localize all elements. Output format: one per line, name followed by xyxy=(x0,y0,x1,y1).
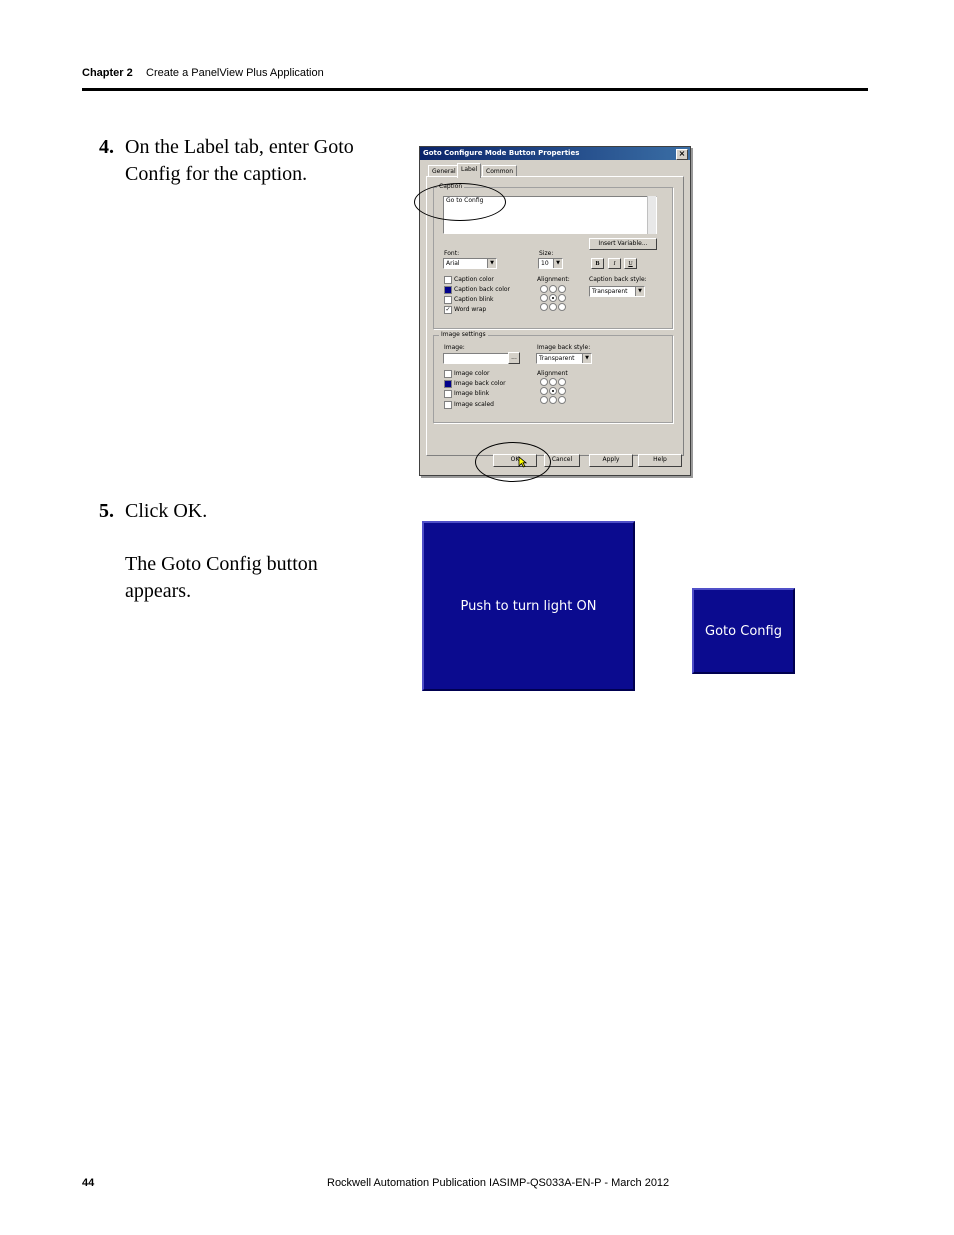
chapter-label: Chapter 2 xyxy=(82,67,133,79)
caption-back-color-label: Caption back color xyxy=(454,286,511,293)
image-align-radio[interactable] xyxy=(540,396,548,404)
page-number: 44 xyxy=(82,1177,95,1189)
close-icon[interactable]: × xyxy=(676,149,688,160)
step-5-result-1: The Goto Config button xyxy=(125,553,318,575)
caption-color-checkbox[interactable] xyxy=(444,276,452,284)
font-value: Arial xyxy=(446,260,460,267)
image-back-color-checkbox[interactable] xyxy=(444,380,452,388)
help-button[interactable]: Help xyxy=(638,454,682,467)
underline-button[interactable]: U xyxy=(624,258,637,269)
italic-button[interactable]: I xyxy=(608,258,621,269)
cancel-button[interactable]: Cancel xyxy=(544,454,580,467)
caption-group-label: Caption xyxy=(439,183,463,190)
align-radio[interactable] xyxy=(549,303,557,311)
ok-callout-oval xyxy=(475,442,551,482)
publication-footer: Rockwell Automation Publication IASIMP-QS033A-EN-P - March 2012 xyxy=(327,1177,670,1189)
push-light-label: Push to turn light ON xyxy=(460,598,597,614)
align-radio[interactable] xyxy=(558,294,566,302)
caption-back-style-select[interactable] xyxy=(589,286,645,297)
image-back-color-label: Image back color xyxy=(454,380,506,387)
word-wrap-label: Word wrap xyxy=(454,306,487,313)
caption-scrollbar[interactable] xyxy=(647,196,656,234)
image-align-radio[interactable] xyxy=(558,396,566,404)
image-align-radio[interactable] xyxy=(540,378,548,386)
image-align-radio-selected[interactable] xyxy=(549,387,557,395)
align-radio[interactable] xyxy=(540,294,548,302)
align-radio[interactable] xyxy=(540,303,548,311)
size-label: Size: xyxy=(539,250,554,257)
image-color-label: Image color xyxy=(454,370,490,377)
image-align-radio[interactable] xyxy=(549,396,557,404)
caption-back-style-label: Caption back style: xyxy=(589,276,647,283)
step-4-number: 4. xyxy=(99,136,114,158)
caption-blink-label: Caption blink xyxy=(454,296,494,303)
font-select[interactable] xyxy=(443,258,497,269)
step-5-number: 5. xyxy=(99,500,114,522)
word-wrap-checkbox[interactable]: ✓ xyxy=(445,306,451,313)
chevron-down-icon: ▼ xyxy=(635,287,644,296)
caption-textarea[interactable]: Go to Config xyxy=(443,196,657,234)
browse-button[interactable]: ... xyxy=(508,352,520,364)
tab-common[interactable]: Common xyxy=(482,165,517,177)
image-back-style-label: Image back style: xyxy=(537,344,591,351)
image-align-radio[interactable] xyxy=(549,378,557,386)
caption-back-style-value: Transparent xyxy=(592,288,628,295)
image-color-checkbox[interactable] xyxy=(444,370,452,378)
step-4-line-1: On the Label tab, enter Goto xyxy=(125,136,354,158)
font-label: Font: xyxy=(444,250,460,257)
chevron-down-icon: ▼ xyxy=(553,259,562,268)
caption-alignment-label: Alignment: xyxy=(537,276,570,283)
image-align-radio[interactable] xyxy=(558,378,566,386)
caption-color-label: Caption color xyxy=(454,276,494,283)
caption-blink-checkbox[interactable] xyxy=(444,296,452,304)
image-blink-checkbox[interactable] xyxy=(444,390,452,398)
image-scaled-checkbox[interactable] xyxy=(444,401,452,409)
size-value: 10 xyxy=(541,260,549,267)
image-align-radio[interactable] xyxy=(540,387,548,395)
dialog-title: Goto Configure Mode Button Properties xyxy=(423,149,580,157)
align-radio[interactable] xyxy=(558,285,566,293)
align-radio-selected[interactable] xyxy=(549,294,557,302)
size-select[interactable] xyxy=(538,258,563,269)
push-to-turn-light-on-button[interactable] xyxy=(422,521,635,691)
image-back-style-value: Transparent xyxy=(539,355,575,362)
goto-config-button[interactable] xyxy=(692,588,795,674)
align-radio[interactable] xyxy=(540,285,548,293)
tab-general[interactable]: General xyxy=(428,165,460,177)
bold-button[interactable]: B xyxy=(591,258,604,269)
ok-button[interactable]: OK xyxy=(493,454,537,467)
align-radio[interactable] xyxy=(549,285,557,293)
chevron-down-icon: ▼ xyxy=(582,354,591,363)
step-5-result-2: appears. xyxy=(125,580,192,602)
image-label: Image: xyxy=(444,344,465,351)
image-align-radio[interactable] xyxy=(558,387,566,395)
caption-back-color-checkbox[interactable] xyxy=(444,286,452,294)
image-blink-label: Image blink xyxy=(454,390,490,397)
step-5-line-1: Click OK. xyxy=(125,500,208,522)
apply-button[interactable]: Apply xyxy=(589,454,633,467)
step-4-line-2: Config for the caption. xyxy=(125,163,308,185)
header-rule xyxy=(82,88,868,91)
chevron-down-icon: ▼ xyxy=(487,259,496,268)
align-radio[interactable] xyxy=(558,303,566,311)
insert-variable-button[interactable]: Insert Variable... xyxy=(589,238,657,250)
chapter-title: Create a PanelView Plus Application xyxy=(146,67,324,79)
tab-label[interactable]: Label xyxy=(457,163,481,178)
goto-config-label: Goto Config xyxy=(705,623,782,639)
image-input[interactable] xyxy=(443,353,509,364)
image-scaled-label: Image scaled xyxy=(454,401,494,408)
caption-callout-oval xyxy=(414,183,506,221)
image-back-style-select[interactable] xyxy=(536,353,592,364)
image-alignment-label: Alignment xyxy=(537,370,568,377)
image-settings-label: Image settings xyxy=(441,331,486,338)
dialog-titlebar xyxy=(420,147,690,160)
